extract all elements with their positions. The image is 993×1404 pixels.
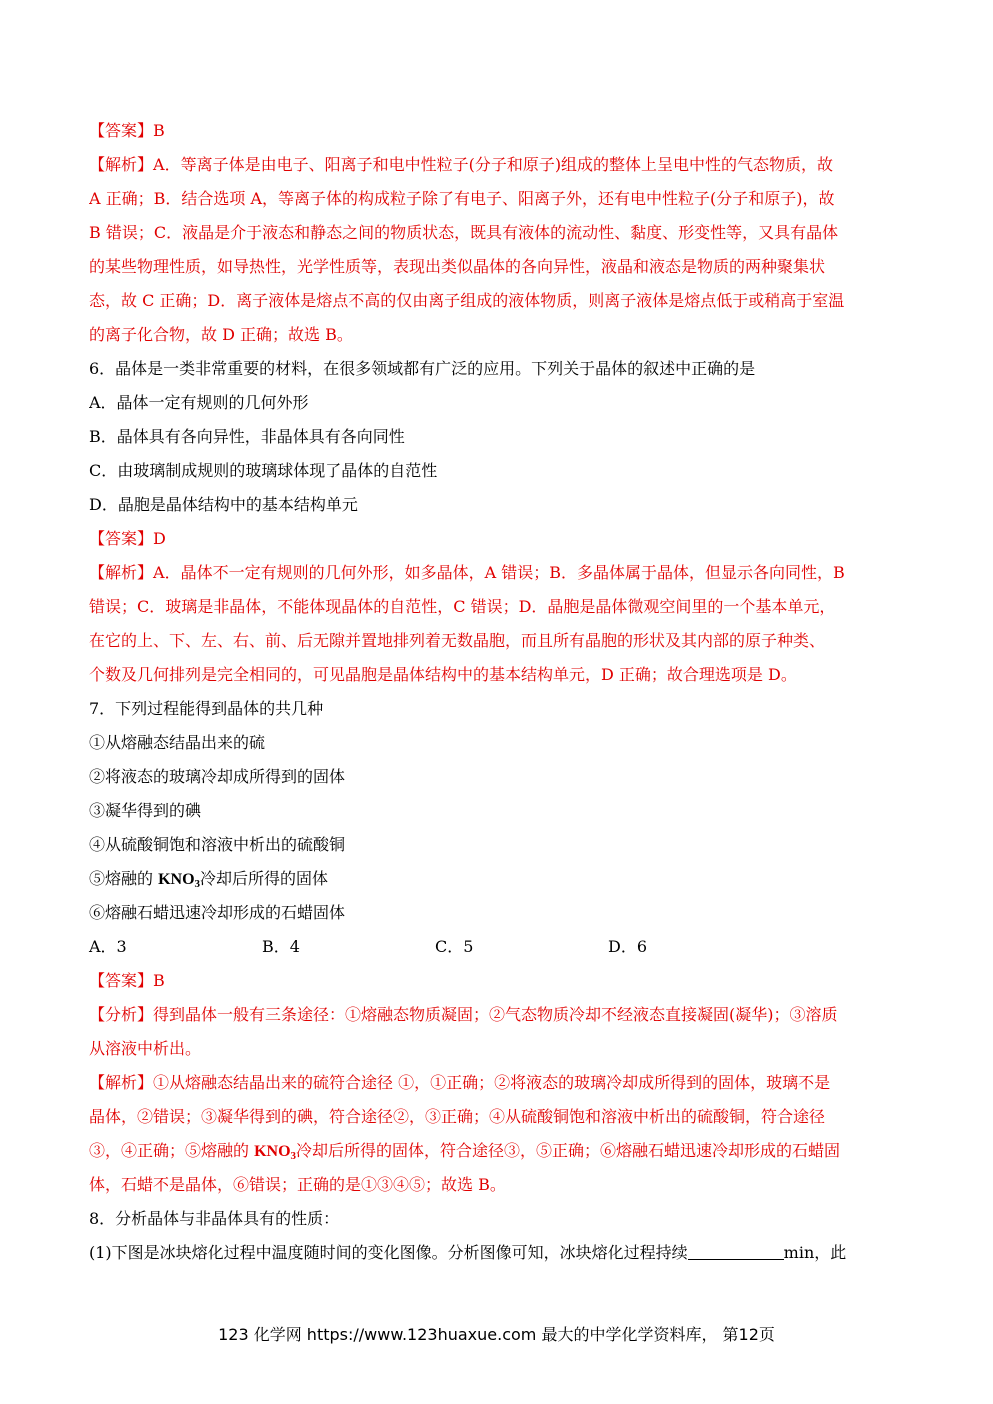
analysis-line: 的离子化合物，故 D 正确；故选 B。 — [89, 325, 353, 344]
analysis-line: 的某些物理性质，如导热性，光学性质等，表现出类似晶体的各向异性，液晶和液态是物质的两种聚集状 — [89, 257, 826, 276]
answer-value: B — [153, 121, 165, 140]
chem-formula-kno3: $KNO_3$ — [254, 1143, 297, 1162]
q7-analysis — [89, 1066, 903, 1202]
analysis-line: 在它的上、下、左、右、前、后无隙并置地排列着无数晶胞，而且所有晶胞的形状及其内部的原子种类、 — [89, 631, 826, 650]
page-content — [89, 114, 903, 1270]
q6-option-c: C．由玻璃制成规则的玻璃球体现了晶体的自范性 — [89, 461, 438, 480]
analysis-tag: 【解析】 — [89, 1073, 154, 1092]
answer-blank — [688, 1241, 784, 1260]
q7-stem: 7．下列过程能得到晶体的共几种 — [89, 699, 324, 718]
fenxi-line: 【分析】得到晶体一般有三条途径：①熔融态物质凝固；②气态物质冷却不经液态直接凝固(凝华)；③溶质 — [89, 1005, 838, 1024]
q7-item-6: ⑥熔融石蜡迅速冷却形成的石蜡固体 — [89, 903, 346, 922]
q7-item-5: ⑤熔融的 $KNO_3$冷却后所得的固体 — [89, 869, 329, 890]
q7-item-2: ②将液态的玻璃冷却成所得到的固体 — [89, 767, 346, 786]
analysis-line: B 错误；C．液晶是介于液态和静态之间的物质状态，既具有液体的流动性、黏度、形变性等，又具有晶体 — [89, 223, 839, 242]
answer-value: B — [153, 971, 165, 990]
q8-stem: 8．分析晶体与非晶体具有的性质： — [89, 1209, 340, 1228]
analysis-line: 体，石蜡不是晶体，⑥错误；正确的是①③④⑤；故选 B。 — [89, 1175, 506, 1194]
q7-option-b: B．4 — [262, 937, 300, 956]
q6-stem: 6．晶体是一类非常重要的材料，在很多领域都有广泛的应用。下列关于晶体的叙述中正确的是 — [89, 359, 756, 378]
q6-analysis — [89, 556, 903, 692]
answer-tag: 【答案】 — [89, 971, 154, 990]
answer-value: D — [153, 529, 166, 548]
analysis-line: A 正确；B．结合选项 A，等离子体的构成粒子除了有电子、阳离子外，还有电中性粒子(分子和原子)，故 — [89, 189, 835, 208]
page-footer: 123 化学网 https://www.123huaxue.com 最大的中学化学资料库， 第12页 — [218, 1325, 775, 1344]
q7-answer — [89, 964, 903, 998]
analysis-line: 晶体，②错误；③凝华得到的碘，符合途径②，③正确；④从硫酸铜饱和溶液中析出的硫酸铜，符合途径 — [89, 1107, 826, 1126]
q6-option-b: B．晶体具有各向异性，非晶体具有各向同性 — [89, 427, 405, 446]
fenxi-line: 从溶液中析出。 — [89, 1039, 202, 1058]
analysis-tag: 【解析】 — [89, 155, 154, 174]
analysis-line: ③，④正确；⑤熔融的 $KNO_3$冷却后所得的固体，符合途径③，⑤正确；⑥熔融石蜡迅速冷却形成的石蜡固 — [89, 1141, 841, 1162]
q7-item-1: ①从熔融态结晶出来的硫 — [89, 733, 266, 752]
analysis-line: 个数及几何排列是完全相同的，可见晶胞是晶体结构中的基本结构单元，D 正确；故合理选项是 D。 — [89, 665, 797, 684]
fenxi-tag: 【分析】 — [89, 1005, 154, 1024]
analysis-line: 【解析】A．晶体不一定有规则的几何外形，如多晶体，A 错误；B．多晶体属于晶体，但显示各向同性，B — [89, 563, 845, 582]
analysis-line: 错误；C．玻璃是非晶体，不能体现晶体的自范性，C 错误；D．晶胞是晶体微观空间里的一个基本单元， — [89, 597, 836, 616]
answer-tag: 【答案】 — [89, 121, 154, 140]
q6-option-d: D．晶胞是晶体结构中的基本结构单元 — [89, 495, 358, 514]
q8-sub1: (1)下图是冰块熔化过程中温度随时间的变化图像。分析图像可知，冰块熔化过程持续 min，此 — [89, 1243, 847, 1262]
q5-answer — [89, 114, 903, 148]
analysis-tag: 【解析】 — [89, 563, 154, 582]
analysis-line: 【解析】A．等离子体是由电子、阳离子和电中性粒子(分子和原子)组成的整体上呈电中性的气态物质，故 — [89, 155, 834, 174]
analysis-line: 【解析】①从熔融态结晶出来的硫符合途径 ①，①正确；②将液态的玻璃冷却成所得到的固体，玻璃不是 — [89, 1073, 831, 1092]
chem-formula-kno3: $KNO_3$ — [158, 871, 201, 890]
analysis-line: 态，故 C 正确；D．离子液体是熔点不高的仅由离子组成的液体物质，则离子液体是熔点低于或稍高于室温 — [89, 291, 845, 310]
q7-option-d: D．6 — [608, 937, 648, 956]
answer-tag: 【答案】 — [89, 529, 154, 548]
q5-analysis — [89, 148, 903, 352]
q7-fenxi — [89, 998, 903, 1066]
q6-option-a: A．晶体一定有规则的几何外形 — [89, 393, 309, 412]
q6-answer — [89, 522, 903, 556]
q7-item-3: ③凝华得到的碘 — [89, 801, 202, 820]
q7-option-a: A．3 — [89, 937, 127, 956]
q7-item-4: ④从硫酸铜饱和溶液中析出的硫酸铜 — [89, 835, 346, 854]
q7-option-c: C．5 — [435, 937, 474, 956]
q7-options — [89, 930, 903, 964]
